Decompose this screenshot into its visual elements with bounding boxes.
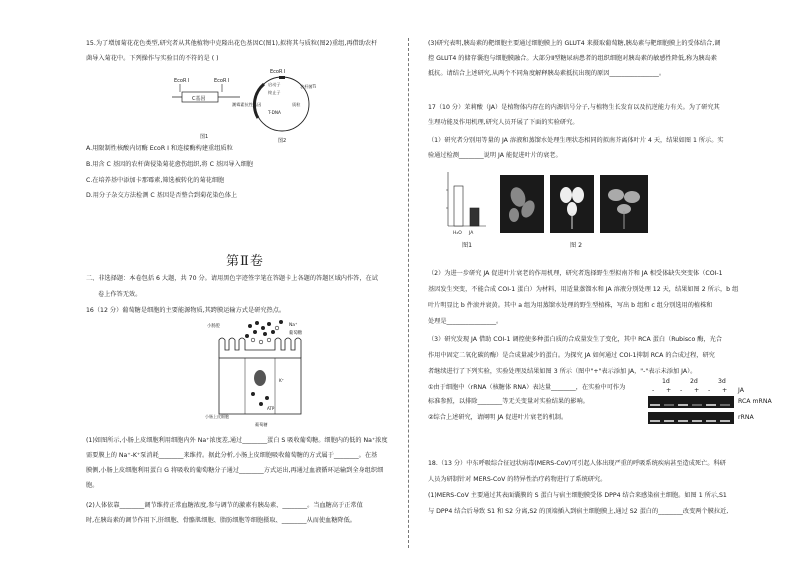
blot-rca-band — [648, 396, 734, 408]
q17-figure-3-blot — [648, 378, 788, 432]
q17-fig1-caption: 图1 — [462, 242, 473, 249]
ecor-label-b: EcoR I — [214, 78, 230, 84]
plasmid-ecor-label: EcoR I — [270, 69, 286, 75]
q18-stem-line1: 18.（13 分）中东呼吸综合征冠状病毒(MERS-CoV)可引起人体出现严重的呼吸系统疾病甚至造成死亡。科研 — [428, 460, 726, 467]
q17-part3-item2: ②综合上述研究，请阐明 JA 促进叶片衰老的机制。 — [428, 414, 568, 421]
fig1-caption: 图1 — [200, 134, 209, 140]
q17-part3-line2: 作用中固定二氧化碳的酶）是合成量减少的蛋白。为探究 JA 如何通过 COI-1抑制 RCA 的合成过程，研究 — [428, 352, 715, 359]
q15-figure-2 — [230, 66, 330, 146]
blot-sign-1: - — [652, 387, 655, 394]
bar-label-0: H₂O — [453, 231, 462, 236]
plasmid-label-2: 启动子 — [268, 82, 281, 87]
q17-part3-line1: （3）研究发现 JA 借助 COI-1 调控使多种蛋白质的合成量发生了变化，其中 RCA 蛋白（Rubisco 酶，光合 — [428, 336, 722, 343]
q17-fig2-caption: 图 2 — [570, 242, 583, 249]
blot-sign-4: + — [694, 387, 700, 394]
q16-part3-line3: 抵抗。请结合上述研究,从两个不同角度解释胰岛素抵抗出现的原因________________。 — [428, 70, 666, 77]
leaf-photo-c — [600, 175, 648, 233]
q17-part3-item1-cont: 标准参照，以排除________等无关变量对实验结果的影响。 — [428, 398, 589, 405]
right-column — [412, 0, 794, 562]
q16-part2-line1: (2)人体依靠________调节维持正常血糖浓度,参与调节的激素有胰岛素、________。当血糖高于正常值 — [86, 502, 363, 509]
blot-sign-2: + — [666, 387, 672, 394]
leaf-photo-b — [550, 175, 594, 233]
q17-part2-line4: 处理是________________。 — [428, 318, 503, 325]
q17-part2-line2: 基因发生突变，不能合成 COI-1 蛋白）为材料，用适量蒸馏水和 JA 溶液分别处理 12 天，结果如图 2 所示，b 组 — [428, 286, 739, 293]
q16-title: 16（12 分）葡萄糖是细胞的主要能源物质,其跨膜运输方式是研究热点。 — [86, 307, 286, 314]
q16-part2-line2: 时,在胰岛素的调节作用下,肝细胞、骨骼肌细胞、脂肪细胞等细胞摄取、________从而使血糖降低。 — [86, 517, 356, 524]
q15-option-a: A.用限制性核酸内切酶 EcoR I 和连接酶构建重组质粒 — [86, 145, 233, 152]
glucose-label: 葡萄糖 — [289, 331, 303, 336]
blot-sign-5: - — [708, 387, 711, 394]
q17-part1-line1: （1）研究者分别用等量的 JA 溶液和蒸馏水处理生理状态相同的拟南芥离体叶片 4 天，结果如图 1 所示。实 — [428, 137, 724, 144]
column-divider — [408, 38, 409, 548]
q18-stem-line2: 人员为研制针对 MERS-CoV 的特异性治疗药物进行了系统研究。 — [428, 476, 607, 483]
q17-part1-line2: 验通过检测________说明 JA 能促进叶片的衰老。 — [428, 152, 562, 159]
q15-option-b: B.用含 C 基因的农杆菌侵染菊花愈伤组织,将 C 基因导入细胞 — [86, 161, 253, 168]
instructions-line2: 卷上作答无效。 — [98, 291, 142, 298]
na-label: Na⁺ — [289, 323, 298, 328]
bar-1 — [470, 208, 479, 226]
atp-label: ATP — [267, 406, 275, 411]
blot-sign-3: - — [680, 387, 683, 394]
ecor-label-a: EcoR I — [174, 78, 190, 84]
instructions-line1: 二、非选择题：本卷包括 6 大题，共 70 分。请用黑色字迹签字笔在答题卡上各题的答题区域内作答，在试 — [86, 275, 378, 282]
q17-stem-line1: 17（10 分）茉莉酸（JA）是植物体内存在的内源信号分子,与植物生长发育以及抗逆能力有关。为了研究其 — [428, 104, 720, 111]
q18-part1-line2: 与 DPP4 结合后导致 S1 和 S2 分离,S2 的顶端插入到宿主细胞膜上,通过 S2 蛋白的________改变两个膜拉近, — [428, 508, 729, 515]
blot-ja-label: JA — [738, 387, 744, 394]
plasmid-label-3: 终止子 — [268, 90, 281, 95]
q17-part3-line3: 者继续进行了下列实验，实验处理及结果如图 3 所示（图中"+"表示添加 JA，"-"表示未添加 JA）。 — [428, 368, 697, 375]
plasmid-label-5: 质粒 — [292, 102, 301, 107]
gene-c-label: C基因 — [192, 96, 206, 102]
bar-label-1: JA — [469, 231, 474, 236]
q15-option-d: D.用分子杂交方法检测 C 基因是否整合到菊花染色体上 — [86, 192, 238, 199]
leaf-photo-a — [500, 175, 544, 233]
blot-rrna-label: rRNA — [738, 414, 754, 421]
blot-day-1: 1d — [662, 378, 670, 385]
q15-stem-line1: 15.为了增加菊花花色类型,研究者从其他植物中克隆出花色基因C(图1),拟将其与质粒(图2)重组,再借助农杆 — [86, 40, 378, 47]
q16-part1-line2: 需要膜上的 Na⁺-K⁺泵消耗________来维持。据此分析,小肠上皮细胞吸收葡萄糖的方式属于________。在基 — [86, 452, 378, 459]
q17-stem-line2: 生理功能及作用机理,研究人员开展了下面的实验研究。 — [428, 119, 579, 126]
section-title: 第Ⅱ卷 — [226, 254, 264, 269]
q17-figure-1-bar-chart — [440, 168, 490, 238]
plasmid-label-6: 农杆菌Ti — [300, 84, 317, 89]
bar-0 — [454, 186, 463, 226]
q17-part2-line1: （2）为进一步研究 JA 促进叶片衰老的作用机理，研究者选择野生型拟南芥和 JA 相受体缺失突变体（COI-1 — [428, 270, 723, 277]
q16-part3-line2: 控 GLUT4 的储存囊泡与细胞膜融合。大部分Ⅱ型糖尿病患者的组织细胞对胰岛素的敏感性降低,称为胰岛素 — [428, 55, 717, 62]
blot-rca-label: RCA mRNA — [738, 398, 772, 405]
plasmid-label-1: 潮霉素抗性基因 — [232, 102, 262, 107]
lumen-label: 小肠腔 — [207, 324, 221, 329]
blot-day-3: 3d — [718, 378, 726, 385]
q16-cell-figure — [205, 318, 320, 430]
q17-part3-item1: ①由于细胞中（rRNA（核糖体 RNA）表达量________，在实验中可作为 — [428, 384, 626, 391]
q16-part1-line1: (1)如图所示,小肠上皮细胞利用细胞内外 Na⁺浓度差,通过________蛋白 S 吸收葡萄糖。细胞内的低的 Na⁺浓度 — [86, 437, 388, 444]
plasmid-label-4: T-DNA — [268, 110, 281, 115]
blot-rrna-band — [648, 412, 734, 424]
k-label: K⁺ — [279, 378, 284, 383]
q16-part1-line3: 膜侧,小肠上皮细胞利用蛋白 G 将吸收的葡萄糖分子通过________方式运出,再通过血液循环运输到全身组织细 — [86, 467, 384, 474]
q15-stem-line2: 菌导入菊花中。下列操作与实验目的不符的是 ( ) — [86, 55, 219, 62]
q18-part1-line1: (1)MERS-CoV 主要通过其表面囊膜的 S 蛋白与宿主细胞膜受体 DPP4 结合来感染宿主细胞。如图 1 所示,S1 — [428, 492, 727, 499]
sglt-label: 小肠上皮细胞 — [205, 414, 229, 419]
q16-part3-line1: (3)研究表明,胰岛素的靶细胞主要通过细胞膜上的 GLUT4 来摄取葡萄糖,胰岛素与靶细胞膜上的受体结合,调 — [428, 40, 721, 47]
bottom-glucose-label: 葡萄糖 — [255, 422, 268, 427]
q16-part1-line4: 胞。 — [86, 482, 99, 489]
blot-day-2: 2d — [690, 378, 698, 385]
fig2-caption: 图2 — [278, 138, 287, 144]
q15-option-c: C.在培养基中添加卡那霉素,筛选被转化的菊花细胞 — [86, 177, 225, 184]
q17-part2-line3: 叶片明显比 b 件滚并衰黄。其中 a 组为用蒸馏水处理的野生型植株，写出 b 组和 c 组分别选用的植株和 — [428, 302, 713, 309]
blot-sign-6: + — [722, 387, 728, 394]
